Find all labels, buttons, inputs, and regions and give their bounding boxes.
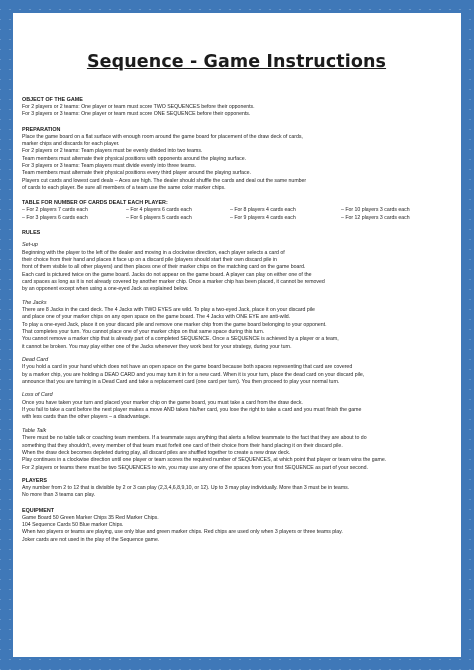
jacks-line: You cannot remove a marker chip that is already part of a completed SEQUENCE. Once a SEQUENCE is achieved by a player or a team, xyxy=(22,336,339,343)
equipment-line: Game Board 50 Green Marker Chips 35 Red Marker Chips. xyxy=(22,514,159,521)
table-cell: – For 10 players 3 cards each xyxy=(341,207,410,214)
instruction-sheet xyxy=(13,13,461,657)
preparation-line: For 2 players or 2 teams: Team players must be evenly divided into two teams. xyxy=(22,148,203,155)
preparation-line: marker chips and discards for each player. xyxy=(22,141,120,148)
setup-line: Each card is pictured twice on the game board. Jacks do not appear on the game board. A player can play on either one of the xyxy=(22,271,312,278)
jacks-line: it cannot be broken. You may play either one of the Jacks whenever they work best for your strategy, during your turn. xyxy=(22,343,292,350)
subheading-dead-card: Dead Card xyxy=(22,357,49,364)
setup-line: card spaces as long as it is not already covered by another marker chip. Once a marker chip has been placed, it cannot be removed xyxy=(22,278,325,285)
section-heading-equipment: EQUIPMENT xyxy=(22,507,55,514)
loss-of-card-line: Once you have taken your turn and placed your marker chip on the game board, you must take a card from the draw deck. xyxy=(22,399,303,406)
preparation-line: For 3 players or 3 teams: Team players must divide evenly into three teams. xyxy=(22,163,197,170)
preparation-line: of cards to each player. Be sure all members of a team use the same color marker chips. xyxy=(22,185,226,192)
setup-line: by an opponent except when using a one-eyed Jack as explained below. xyxy=(22,286,189,293)
subheading-jacks: The Jacks xyxy=(22,299,47,306)
dead-card-line: If you hold a card in your hand which does not have an open space on the game board because both spaces representing that card are covered xyxy=(22,364,353,371)
table-cell: – For 8 players 4 cards each xyxy=(230,207,296,214)
preparation-line: Team members must alternate their physical positions every third player around the playing surface. xyxy=(22,170,251,177)
object-line: For 2 players or 2 teams: One player or team must score TWO SEQUENCES before their opponents. xyxy=(22,104,255,110)
subheading-loss-of-card: Loss of Card xyxy=(22,392,53,399)
table-cell: – For 3 players 6 cards each xyxy=(22,214,88,221)
subheading-setup: Set-up xyxy=(22,242,38,249)
dead-card-line: announce that you are turning in a Dead Card and take a replacement card (one card per turn). You then proceed to play your normal turn. xyxy=(22,379,340,386)
jacks-line: and place one of your marker chips on any open space on the game board. The 4 Jacks with ONE EYE are anti-wild. xyxy=(22,314,291,321)
table-talk-line: something that they shouldn't, every member of that team must forfeit one card of their choice from their hand placing it on their discard pile. xyxy=(22,442,343,449)
section-heading-preparation: PREPARATION xyxy=(22,126,61,133)
loss-of-card-line: If you fail to take a card before the next player makes a move AND takes his/her card, you lose the right to take a card and you must finish the game xyxy=(22,407,362,414)
preparation-line: Players cut cards and lowest card deals – Aces are high. The dealer should shuffle the cards and deal out the same number xyxy=(22,177,307,184)
cards-dealt-table xyxy=(22,207,451,222)
table-cell: – For 6 players 5 cards each xyxy=(126,214,192,221)
table-talk-line: When the draw deck becomes depleted during play, all discard piles are shuffled together to create a new draw deck. xyxy=(22,449,291,456)
table-cell: – For 9 players 4 cards each xyxy=(230,214,296,221)
table-talk-line: For 2 players or teams there must be two SEQUENCES to win, you may use any one of the spaces from your first SEQUENCE as part of your second. xyxy=(22,464,368,471)
equipment-line: Joker cards are not used in the play of the Sequence game. xyxy=(22,536,160,543)
dead-card-line: by a marker chip, you are holding a DEAD CARD and you may turn it in for a new card. When it is your turn, place the dead card on your discard pile, xyxy=(22,371,365,378)
equipment-line: When two players or teams are playing, use only blue and green marker chips. Red chips are used only when 3 players or three teams play. xyxy=(22,529,343,536)
subheading-table-talk: Table Talk xyxy=(22,427,47,434)
table-cell: – For 12 players 3 cards each xyxy=(341,214,410,221)
section-heading-object: OBJECT OF THE GAME xyxy=(22,97,83,103)
page-title: Sequence - Game Instructions xyxy=(86,52,387,72)
jacks-line: To play a one-eyed Jack, place it on your discard pile and remove one marker chip from the game board belonging to your opponent. xyxy=(22,321,327,328)
setup-line: front of them visible to all other players) and then places one of their marker chips on the matching card on the game board. xyxy=(22,264,306,271)
table-cell: – For 4 players 6 cards each xyxy=(126,207,192,214)
loss-of-card-line: with less cards than the other players – a disadvantage. xyxy=(22,414,151,421)
setup-line: Beginning with the player to the left of the dealer and moving in a clockwise direction, each player selects a card of xyxy=(22,249,285,256)
table-talk-line: There must be no table talk or coaching team members. If a teammate says anything that alerts a fellow teammate to the fact that they are about to do xyxy=(22,435,367,442)
section-heading-rules: RULES xyxy=(22,230,41,237)
table-cell: – For 2 players 7 cards each xyxy=(22,207,88,214)
equipment-line: 104 Sequence Cards 50 Blue marker Chips. xyxy=(22,521,124,528)
players-line: Any number from 2 to 12 that is divisible by 2 or 3 can play (2,3,4,6,8,9,10, or 12). Up to 3 may play individually. More than 3 must be in teams. xyxy=(22,484,350,491)
section-heading-players: PLAYERS xyxy=(22,477,47,484)
table-talk-line: Play continues in a clockwise direction until one player or team scores the required number of SEQUENCES, at which point that player or team wins the game. xyxy=(22,457,387,464)
preparation-line: Team members must alternate their physical positions with opponents around the playing surface. xyxy=(22,155,247,162)
preparation-line: Place the game board on a flat surface with enough room around the game board for placement of the draw deck of cards, xyxy=(22,133,303,140)
setup-line: their choice from their hand and places it face up on a discard pile (players should start their own discard pile in xyxy=(22,256,277,263)
jacks-line: There are 8 Jacks in the card deck. The 4 Jacks with TWO EYES are wild. To play a two-eyed Jack, place it on your discard pile xyxy=(22,307,315,313)
section-heading-card-table: TABLE FOR NUMBER OF CARDS DEALT EACH PLAYER: xyxy=(22,200,168,207)
players-line: No more than 3 teams can play. xyxy=(22,492,96,499)
jacks-line: That completes your turn. You cannot place one of your marker chips on that same space during this turn. xyxy=(22,329,265,336)
object-line: For 3 players or 3 teams: One player or team must score ONE SEQUENCE before their opponents. xyxy=(22,111,251,118)
